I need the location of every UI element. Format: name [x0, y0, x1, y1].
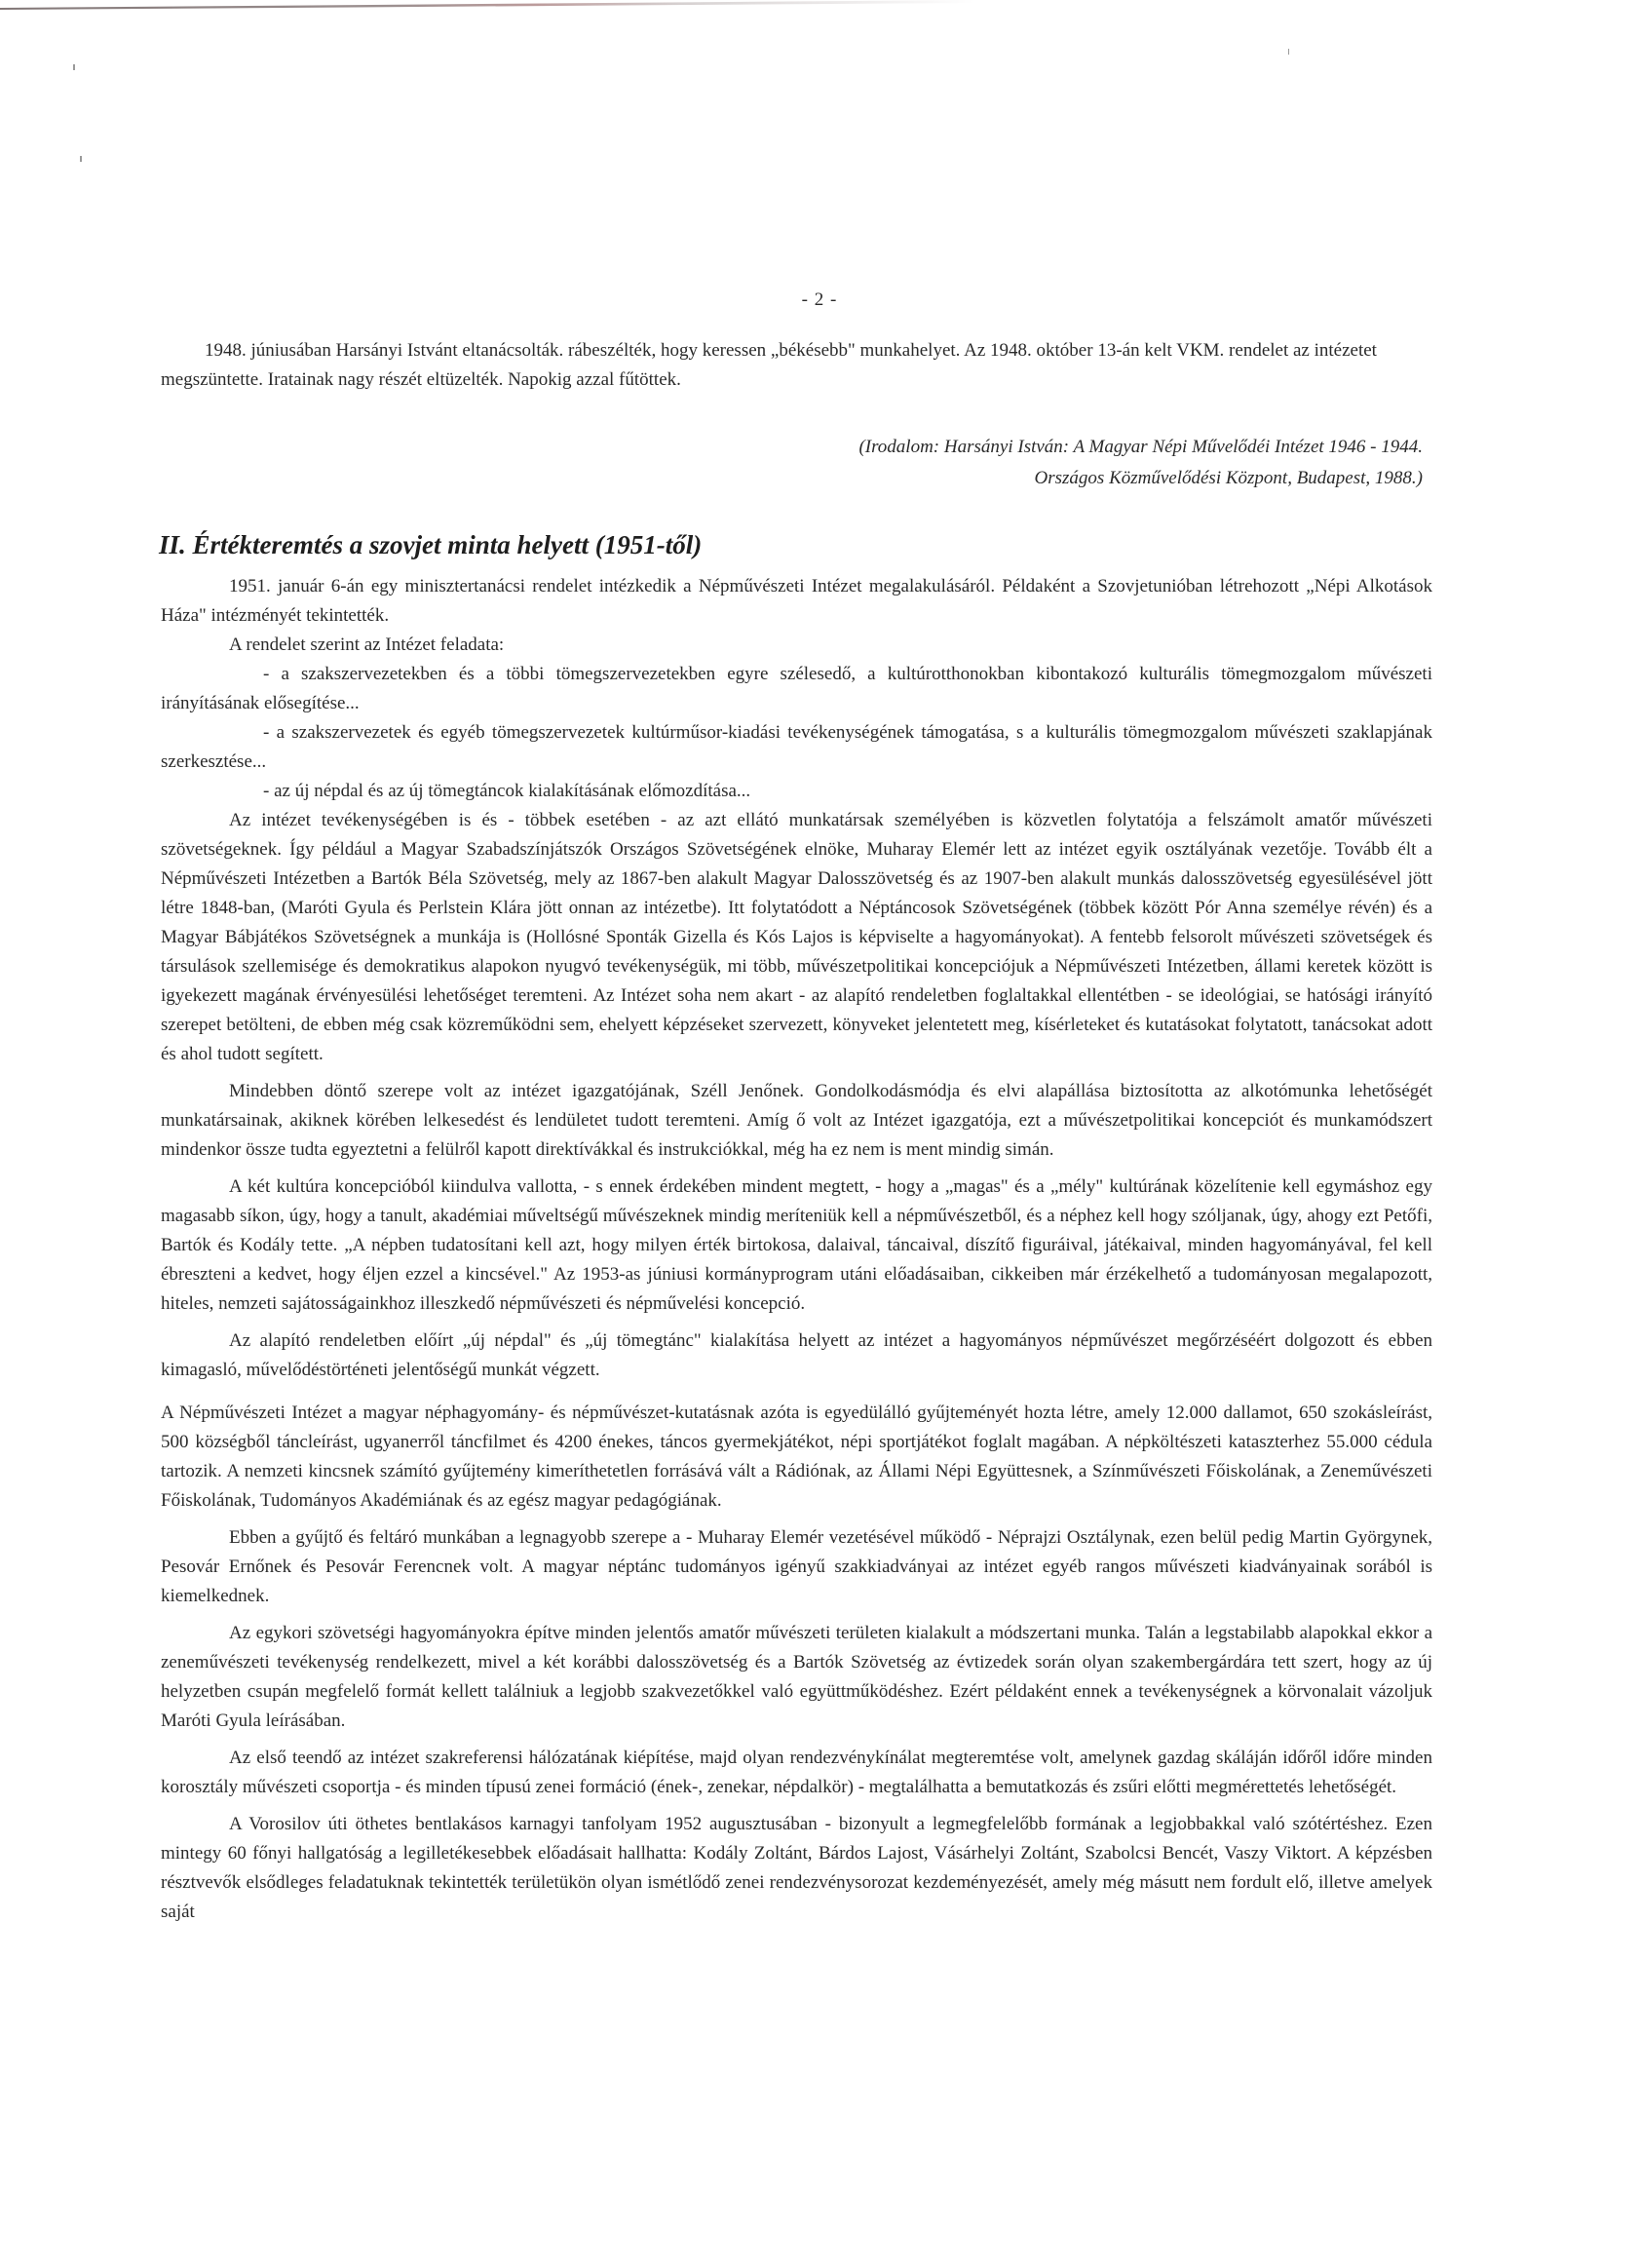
paragraph: Mindebben döntő szerepe volt az intézet igazgatójának, Széll Jenőnek. Gondolkodásmódja és elvi alapállása biztosította az alkotómunka lehetőségét munkatársainak, akiknek körében lelkesedést és lendületet tudott teremteni. Amíg ő volt az Intézet igazgatója, ezt a művészetpolitikai koncepciót és munkamódszert mindenkor össze tudta egyeztetni a felülről kapott direktívákkal és instrukciókkal, még ha ez nem is ment mindig simán. — [161, 1081, 1432, 1160]
paragraph: Ebben a gyűjtő és feltáró munkában a legnagyobb szerepe a - Muharay Elemér vezetésével működő - Néprajzi Osztálynak, ezen belül pedig Martin Györgynek, Pesovár Ernőnek és Pesovár Ferencnek volt. A magyar néptánc tudományos igényű szakkiadványai az intézet egyéb rangos művészeti kiadványainak sorából is kiemelkednek. — [161, 1527, 1432, 1606]
list-item: - a szakszervezetek és egyéb tömegszervezetek kultúrműsor-kiadási tevékenységének támogatása, s a kulturális tömegmozgalom művészeti szaklapjának szerkesztése... — [161, 722, 1432, 772]
citation-line-2: Országos Közművelődési Központ, Budapest, 1988.) — [1034, 468, 1423, 488]
paragraph: Az egykori szövetségi hagyományokra építve minden jelentős amatőr művészeti területen kialakult a módszertani munka. Talán a legstabilabb alapokkal ekkor a zeneművészeti tevékenység rendelkezett, mivel a két korábbi dalosszövetség és a Bartók Szövetség az évtizedek során olyan szakembergárdára tett szert, hogy az új helyzetben csupán megfelelő formát kellett találniuk a legjobb szakvezetőkkel való együttműködéshez. Ezért példaként ennek a tevékenységnek a körvonalait vázoljuk Maróti Gyula leírásában. — [161, 1623, 1432, 1731]
document-body — [161, 336, 1432, 1927]
paragraph: A két kultúra koncepcióból kiindulva vallotta, - s ennek érdekében mindent megtett, - hogy a „magas" és a „mély" kultúrának közelítenie kell egymáshoz egy magasabb síkon, úgy, hogy a tanult, akadémiai műveltségű művészeknek mindig meríteniük kell a népművészetből, és a néphez kell hogy szóljanak, úgy, ahogy ezt Petőfi, Bartók és Kodály tette. „A népben tudatosítani kell azt, hogy milyen érték birtokosa, dalaival, táncaival, díszítő figuráival, játékaival, minden hagyományával, fel kell ébreszteni a kedvet, hogy éljen ezzel a kincsével." Az 1953-as júniusi kormányprogram utáni előadásaiban, cikkeiben már érzékelhető a tudományosan megalapozott, hiteles, nemzeti sajátosságainkhoz illeszkedő népművészeti és népművelési koncepció. — [161, 1176, 1432, 1314]
citation-line-1: (Irodalom: Harsányi István: A Magyar Népi Művelődéi Intézet 1946 - 1944. — [858, 437, 1423, 457]
citation — [161, 432, 1432, 494]
paragraph: A rendelet szerint az Intézet feladata: — [229, 634, 505, 655]
list-item: - a szakszervezetekben és a többi tömegszervezetekben egyre szélesedő, a kultúrotthonokban kibontakozó kulturális tömegmozgalom művészeti irányításának elősegítése... — [161, 664, 1432, 713]
paragraph: Az alapító rendeletben előírt „új népdal" és „új tömegtánc" kialakítása helyett az intézet a hagyományos népművészet megőrzéséért dolgozott és ebben kimagasló, művelődéstörténeti jelentőségű munkát végzett. — [161, 1330, 1432, 1380]
section-heading: II. Értékteremtés a szovjet minta helyett (1951-től) — [159, 530, 703, 559]
list-item: - az új népdal és az új tömegtáncok kialakításának előmozdítása... — [263, 781, 751, 801]
paragraph: 1951. január 6-án egy minisztertanácsi rendelet intézkedik a Népművészeti Intézet megalakulásáról. Példaként a Szovjetunióban létrehozott „Népi Alkotások Háza" intézményét tekintették. — [161, 576, 1432, 626]
paragraph: A Népművészeti Intézet a magyar néphagyomány- és népművészet-kutatásnak azóta is egyedülálló gyűjteményét hozta létre, amely 12.000 dallamot, 650 szokásleírást, 500 községből táncleírást, ugyanerről táncfilmet és 4200 énekes, táncos gyermekjátékot, népi sportjátékot foglalt magában. A népköltészeti kataszterhez 55.000 cédula tartozik. A nemzeti kincsnek számító gyűjtemény kimeríthetetlen forrásává vált a Rádiónak, az Állami Népi Együttesnek, a Színművészeti Főiskolának, a Zeneművészeti Főiskolának, Tudományos Akadémiának és az egész magyar pedagógiának. — [161, 1403, 1432, 1511]
paragraph: Az intézet tevékenységében is és - többek esetében - az azt ellátó munkatársak személyében is közvetlen folytatója a felszámolt amatőr művészeti szövetségeknek. Így például a Magyar Szabadszínjátszók Országos Szövetségének elnöke, Muharay Elemér lett az intézet egyik osztályának vezetője. Tovább élt a Népművészeti Intézetben a Bartók Béla Szövetség, mely az 1867-ben alakult Magyar Dalosszövetség és az 1907-ben alakult munkás dalosszövetség egyesülésével jött létre 1848-ban, (Maróti Gyula és Perlstein Klára jött onnan az intézetbe). Itt folytatódott a Néptáncosok Szövetségének (többek között Pór Anna személye révén) és a Magyar Bábjátékos Szövetségnek a munkája is (Hollósné Sponták Gizella és Kós Lajos is képviselte a hagyományokat). A fentebb felsorolt művészeti szövetségek és társulások szellemisége és demokratikus alapokon nyugvó tevékenységük, mi több, művészetpolitikai koncepciójuk a Népművészeti Intézetben, állami keretek között is igyekezett magának érvényesülési lehetőséget teremteni. Az Intézet soha nem akart - az alapító rendeletben foglaltakkal ellentétben - se ideológiai, se hatósági irányító szerepet betölteni, de ebben még csak közreműködni sem, ehelyett képzéseket szervezett, könyveket jelentetett meg, kísérleteket és kutatásokat folytatott, tanácsokat adott és ahol tudott segített. — [161, 810, 1432, 1064]
paragraph: A Vorosilov úti öthetes bentlakásos karnagyi tanfolyam 1952 augusztusában - bizonyult a legmegfelelőbb formának a legjobbakkal való szótértéshez. Ezen mintegy 60 főnyi hallgatóság a legilletékesebbek előadásait hallhatta: Kodály Zoltánt, Bárdos Lajost, Vásárhelyi Zoltánt, Szabolcsi Bencét, Vaszy Viktort. A képzésben résztvevők elsődleges feladatuknak tekintették területükön olyan ismétlődő zenei rendezvénysorozat kezdeményezését, amely még másutt nem fordult elő, illetve amelyek saját — [161, 1814, 1432, 1922]
scan-speck — [73, 64, 75, 70]
page-number: - 2 - — [801, 289, 838, 310]
scan-edge-shadow — [0, 0, 974, 10]
paragraph: Az első teendő az intézet szakreferensi hálózatának kiépítése, majd olyan rendezvénykínálat megteremtése volt, amelynek gazdag skáláján időről időre minden korosztály művészeti csoportja - és minden típusú zenei formáció (ének-, zenekar, népdalkör) - megtalálhatta a bemutatkozás és zsűri előtti megmérettetés lehetőségét. — [161, 1748, 1432, 1797]
scan-speck — [80, 156, 82, 162]
intro-paragraph: 1948. júniusában Harsányi Istvánt eltanácsolták. rábeszélték, hogy keressen „békésebb" munkahelyet. Az 1948. október 13-án kelt VKM. rendelet az intézetet megszüntette. Iratainak nagy részét eltüzelték. Napokig azzal fűtöttek. — [161, 340, 1377, 390]
scan-speck — [1288, 49, 1289, 55]
